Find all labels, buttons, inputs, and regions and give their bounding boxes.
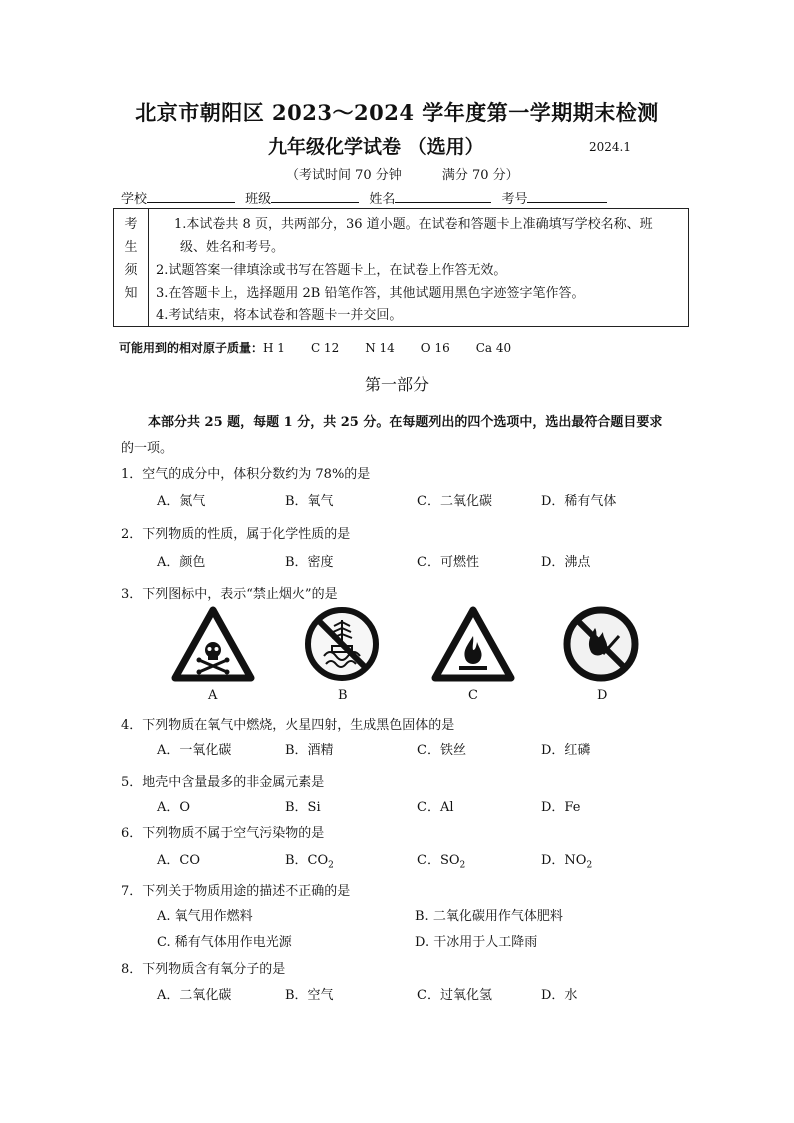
part1-title: 第一部分 xyxy=(364,375,429,394)
notice-box xyxy=(113,208,689,327)
class-field[interactable] xyxy=(271,190,359,203)
notice-item: 3.在答题卡上，选择题用 2B 铅笔作答，其他试题用黑色字迹签字笔作答。 xyxy=(156,286,585,301)
figure-label: D xyxy=(597,688,608,703)
option[interactable]: A．二氧化碳 xyxy=(157,988,232,1003)
exam-subtitle: 九年级化学试卷 （选用） xyxy=(268,136,484,158)
option[interactable]: A．颜色 xyxy=(157,555,206,570)
atomic-mass: Ca 40 xyxy=(475,341,512,355)
option[interactable]: A．CO xyxy=(157,853,200,868)
option[interactable]: B．密度 xyxy=(285,555,334,570)
notice-item: 4.考试结束，将本试卷和答题卡一并交回。 xyxy=(156,308,403,323)
atomic-masses-label: 可能用到的相对原子质量： xyxy=(119,341,264,355)
option[interactable]: C．可燃性 xyxy=(417,555,479,570)
option[interactable]: B. 二氧化碳用作气体肥料 xyxy=(415,909,563,924)
atomic-mass: N 14 xyxy=(365,341,395,355)
option[interactable]: A．氮气 xyxy=(157,494,206,509)
part1-intro: 的一项。 xyxy=(121,441,174,456)
option[interactable] xyxy=(285,849,334,871)
part1-intro: 本部分共 25 题，每题 1 分，共 25 分。在每题列出的四个选项中，选出最符合题目要求 xyxy=(148,415,663,430)
exam-no-field[interactable] xyxy=(527,190,607,203)
option[interactable] xyxy=(417,849,465,871)
option-text: D．NO xyxy=(541,853,587,868)
flammable-sign-icon xyxy=(431,606,515,682)
option[interactable]: D．Fe xyxy=(541,800,581,815)
figure-label: A xyxy=(208,688,218,703)
school-field[interactable] xyxy=(147,190,235,203)
option[interactable]: C．铁丝 xyxy=(417,743,466,758)
exam-info xyxy=(286,164,519,183)
option[interactable]: D．红磷 xyxy=(541,743,591,758)
no-smoking-sign-icon xyxy=(304,606,380,682)
option[interactable]: D．水 xyxy=(541,988,578,1003)
question-stem: 8．下列物质含有氧分子的是 xyxy=(121,962,286,977)
figure-label: C xyxy=(468,688,478,703)
notice-label-char: 考 xyxy=(124,217,138,232)
option[interactable]: B．氧气 xyxy=(285,494,334,509)
option[interactable]: B．酒精 xyxy=(285,743,334,758)
option[interactable]: A．一氧化碳 xyxy=(157,743,232,758)
no-fire-sign-icon xyxy=(563,606,639,682)
option[interactable]: D．沸点 xyxy=(541,555,591,570)
option-text: B．CO xyxy=(285,853,329,868)
exam-score: 满分 70 分） xyxy=(441,168,519,183)
student-info-fields xyxy=(121,188,607,207)
class-label: 班级 xyxy=(245,192,272,207)
name-label: 姓名 xyxy=(369,192,396,207)
poison-sign-icon xyxy=(171,606,255,682)
school-label: 学校 xyxy=(121,192,148,207)
question-stem: 6．下列物质不属于空气污染物的是 xyxy=(121,826,325,841)
option-text: C．SO xyxy=(417,853,460,868)
option[interactable]: A. 氧气用作燃料 xyxy=(157,909,253,924)
notice-item: 级、姓名和考号。 xyxy=(180,240,285,255)
atomic-masses xyxy=(119,339,511,356)
notice-label-char: 须 xyxy=(124,263,138,278)
option[interactable]: B．Si xyxy=(285,800,321,815)
subscript: 2 xyxy=(586,860,593,871)
option[interactable]: A．O xyxy=(157,800,191,815)
atomic-mass: C 12 xyxy=(310,341,340,355)
exam-date: 2024.1 xyxy=(589,140,631,154)
option[interactable]: C．过氧化氢 xyxy=(417,988,492,1003)
notice-item: 1.本试卷共 8 页，共两部分，36 道小题。在试卷和答题卡上准确填写学校名称、班 xyxy=(174,217,653,232)
option[interactable]: D．稀有气体 xyxy=(541,494,617,509)
question-stem: 4．下列物质在氧气中燃烧，火星四射，生成黑色固体的是 xyxy=(121,718,455,733)
notice-item: 2.试题答案一律填涂或书写在答题卡上，在试卷上作答无效。 xyxy=(156,263,507,278)
exam-no-label: 考号 xyxy=(501,192,528,207)
question-stem: 5．地壳中含量最多的非金属元素是 xyxy=(121,775,325,790)
atomic-mass: H 1 xyxy=(263,341,285,355)
question-stem: 3．下列图标中，表示“禁止烟火”的是 xyxy=(121,587,338,602)
exam-title: 北京市朝阳区 2023～2024 学年度第一学期期末检测 xyxy=(135,100,659,125)
name-field[interactable] xyxy=(395,190,491,203)
exam-time: （考试时间 70 分钟 xyxy=(286,168,402,183)
figure-label: B xyxy=(338,688,348,703)
option[interactable]: D. 干冰用于人工降雨 xyxy=(415,935,538,950)
question-stem: 7．下列关于物质用途的描述不正确的是 xyxy=(121,884,351,899)
subscript: 2 xyxy=(459,860,466,871)
notice-label-char: 知 xyxy=(124,286,138,301)
option[interactable] xyxy=(541,849,592,871)
option[interactable]: C. 稀有气体用作电光源 xyxy=(157,935,292,950)
question-stem: 2．下列物质的性质，属于化学性质的是 xyxy=(121,527,351,542)
atomic-mass: O 16 xyxy=(420,341,450,355)
option[interactable]: C．Al xyxy=(417,800,454,815)
question-stem: 1．空气的成分中，体积分数约为 78%的是 xyxy=(121,467,371,482)
notice-label xyxy=(114,209,149,326)
notice-label-char: 生 xyxy=(124,240,138,255)
option[interactable]: C．二氧化碳 xyxy=(417,494,492,509)
subscript: 2 xyxy=(328,860,334,871)
option[interactable]: B．空气 xyxy=(285,988,334,1003)
